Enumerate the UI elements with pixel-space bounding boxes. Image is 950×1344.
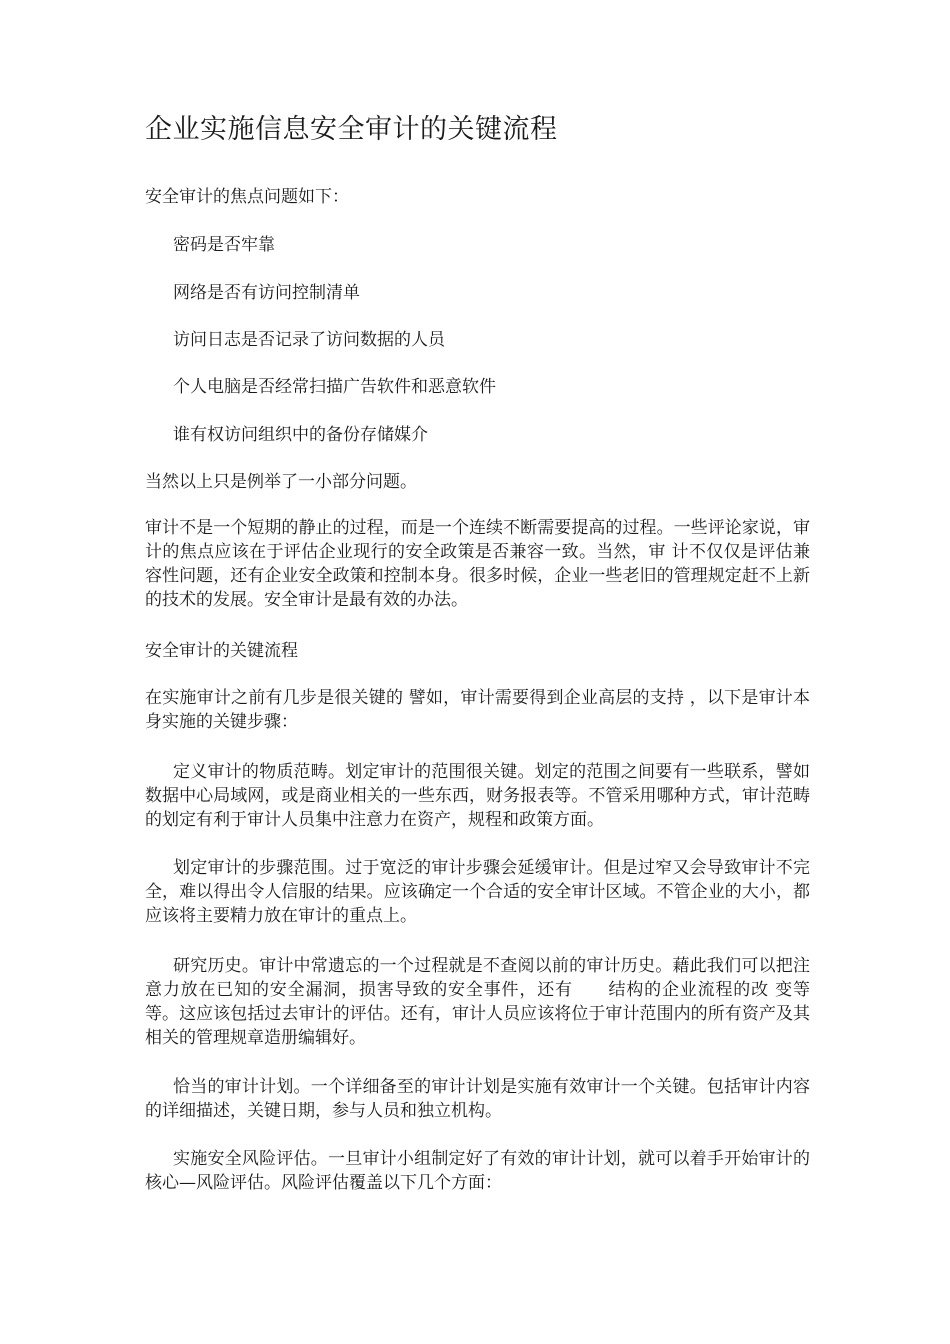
focus-outro: 当然以上只是例举了一小部分问题。	[145, 472, 417, 492]
step-paragraph: 研究历史。审计中常遗忘的一个过程就是不查阅以前的审计历史。藉此我们可以把注意力放在已知的安全漏洞，损害导致的安全事件，还有 结构的企业流程的改 变等等。这应该包括过去审计的评估。还有，审计人员应该将位于审计范围内的所有资产及其相关的管理规章造册编辑好。	[145, 956, 810, 1048]
focus-item: 密码是否牢靠	[173, 235, 275, 255]
paragraph-intro-steps: 在实施审计之前有几步是很关键的 譬如，审计需要得到企业高层的支持 ，以下是审计本身实施的关键步骤：	[145, 688, 810, 732]
step-paragraph: 实施安全风险评估。一旦审计小组制定好了有效的审计计划，就可以着手开始审计的核心—风险评估。风险评估覆盖以下几个方面：	[145, 1149, 810, 1193]
focus-intro: 安全审计的焦点问题如下：	[145, 187, 349, 207]
step-paragraph: 划定审计的步骤范围。过于宽泛的审计步骤会延缓审计。但是过窄又会导致审计不完全，难以得出令人信服的结果。应该确定一个合适的安全审计区域。不管企业的大小，都应该将主要精力放在审计的重点上。	[145, 858, 810, 926]
paragraph-continuous-audit: 审计不是一个短期的静止的过程，而是一个连续不断需要提高的过程。一些评论家说，审计的焦点应该在于评估企业现行的安全政策是否兼容一致。当然，审 计不仅仅是评估兼容性问题，还有企业安全政策和控制本身。很多时候，企业一些老旧的管理规定赶不上新的技术的发展。安全审计是最有效的办法。	[145, 518, 810, 610]
focus-item: 网络是否有访问控制清单	[173, 283, 360, 303]
step-paragraph: 恰当的审计计划。一个详细备至的审计计划是实施有效审计一个关键。包括审计内容的详细描述，关键日期，参与人员和独立机构。	[145, 1077, 810, 1121]
focus-item: 谁有权访问组织中的备份存储媒介	[173, 425, 428, 445]
document-title: 企业实施信息安全审计的关键流程	[145, 114, 558, 145]
step-paragraph: 定义审计的物质范畴。划定审计的范围很关键。划定的范围之间要有一些联系，譬如数据中心局域网，或是商业相关的一些东西，财务报表等。不管采用哪种方式，审计范畴的划定有利于审计人员集中注意力在资产，规程和政策方面。	[145, 762, 810, 830]
focus-item: 个人电脑是否经常扫描广告软件和恶意软件	[173, 377, 496, 397]
section-heading: 安全审计的关键流程	[145, 641, 298, 661]
focus-item: 访问日志是否记录了访问数据的人员	[173, 330, 445, 350]
